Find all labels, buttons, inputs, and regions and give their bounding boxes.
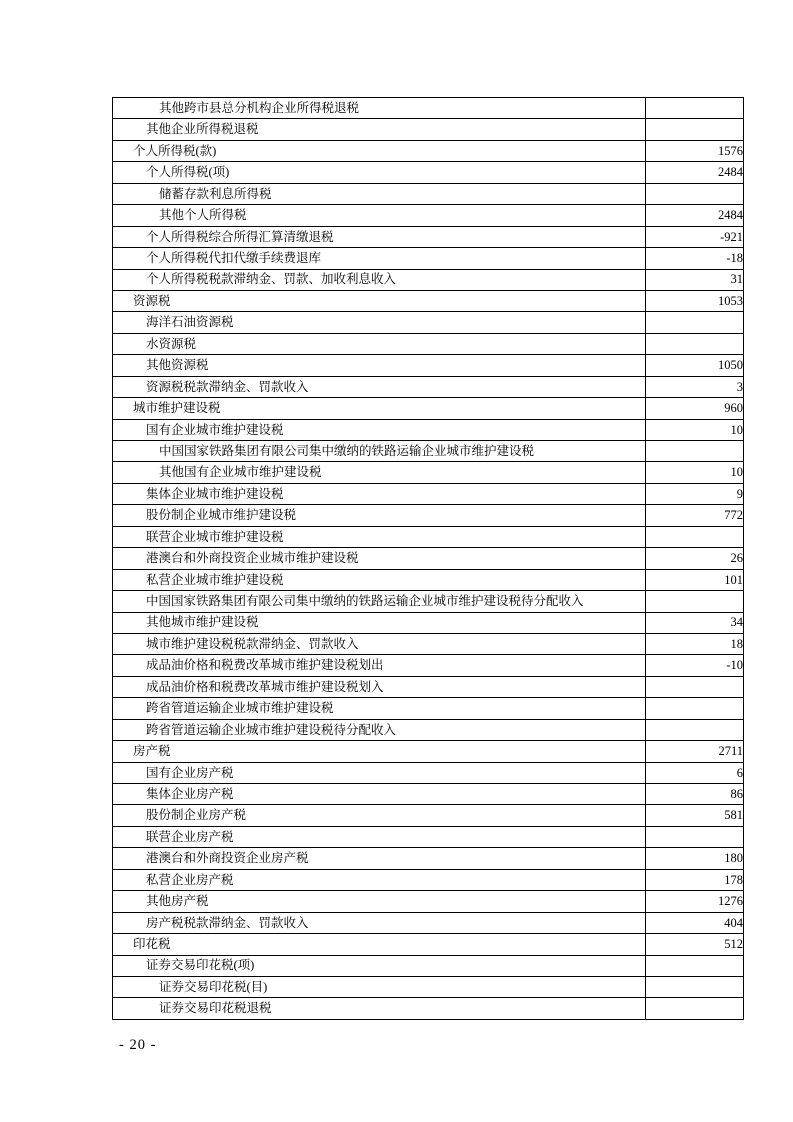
item-name-cell: 房产税: [113, 741, 646, 762]
amount-cell: 3: [646, 376, 744, 397]
amount-cell: 6: [646, 762, 744, 783]
table-row: [113, 698, 744, 719]
item-name-cell: 集体企业城市维护建设税: [113, 483, 646, 504]
table-row: [113, 591, 744, 612]
tax-revenue-table: [112, 97, 744, 1020]
amount-cell: [646, 333, 744, 354]
table-row: [113, 441, 744, 462]
table-row: [113, 741, 744, 762]
amount-cell: 10: [646, 462, 744, 483]
item-name-cell: 跨省管道运输企业城市维护建设税: [113, 698, 646, 719]
item-name-cell: 集体企业房产税: [113, 784, 646, 805]
page-number: - 20 -: [119, 1037, 157, 1053]
amount-cell: [646, 441, 744, 462]
table-row: [113, 762, 744, 783]
table-row: [113, 891, 744, 912]
table-row: [113, 633, 744, 654]
item-name-cell: 中国国家铁路集团有限公司集中缴纳的铁路运输企业城市维护建设税: [113, 441, 646, 462]
amount-cell: 2484: [646, 205, 744, 226]
amount-cell: 772: [646, 505, 744, 526]
table-row: [113, 376, 744, 397]
amount-cell: [646, 312, 744, 333]
amount-cell: 10: [646, 419, 744, 440]
table-row: [113, 398, 744, 419]
item-name-cell: 个人所得税(项): [113, 162, 646, 183]
item-name-cell: 其他资源税: [113, 355, 646, 376]
amount-cell: 180: [646, 848, 744, 869]
table-row: [113, 934, 744, 955]
table-row: [113, 848, 744, 869]
item-name-cell: 资源税税款滞纳金、罚款收入: [113, 376, 646, 397]
item-name-cell: 其他国有企业城市维护建设税: [113, 462, 646, 483]
table-row: [113, 676, 744, 697]
amount-cell: 512: [646, 934, 744, 955]
amount-cell: 960: [646, 398, 744, 419]
table-row: [113, 290, 744, 311]
amount-cell: 26: [646, 548, 744, 569]
table-row: [113, 655, 744, 676]
tax-revenue-table-body: [113, 98, 744, 1020]
amount-cell: 178: [646, 869, 744, 890]
amount-cell: -921: [646, 226, 744, 247]
amount-cell: 2484: [646, 162, 744, 183]
amount-cell: -10: [646, 655, 744, 676]
amount-cell: 9: [646, 483, 744, 504]
table-row: [113, 226, 744, 247]
item-name-cell: 联营企业城市维护建设税: [113, 526, 646, 547]
table-row: [113, 505, 744, 526]
table-row: [113, 462, 744, 483]
amount-cell: [646, 955, 744, 976]
table-row: [113, 548, 744, 569]
table-row: [113, 612, 744, 633]
amount-cell: 1576: [646, 140, 744, 161]
amount-cell: 404: [646, 912, 744, 933]
amount-cell: [646, 183, 744, 204]
item-name-cell: 港澳台和外商投资企业城市维护建设税: [113, 548, 646, 569]
table-row: [113, 483, 744, 504]
table-row: [113, 269, 744, 290]
item-name-cell: 证券交易印花税(目): [113, 976, 646, 997]
item-name-cell: 个人所得税综合所得汇算清缴退税: [113, 226, 646, 247]
amount-cell: [646, 98, 744, 119]
table-row: [113, 784, 744, 805]
item-name-cell: 股份制企业房产税: [113, 805, 646, 826]
item-name-cell: 证券交易印花税退税: [113, 998, 646, 1019]
item-name-cell: 水资源税: [113, 333, 646, 354]
item-name-cell: 国有企业房产税: [113, 762, 646, 783]
amount-cell: [646, 591, 744, 612]
amount-cell: 581: [646, 805, 744, 826]
item-name-cell: 成品油价格和税费改革城市维护建设税划出: [113, 655, 646, 676]
amount-cell: [646, 719, 744, 740]
item-name-cell: 其他城市维护建设税: [113, 612, 646, 633]
item-name-cell: 跨省管道运输企业城市维护建设税待分配收入: [113, 719, 646, 740]
amount-cell: 2711: [646, 741, 744, 762]
table-row: [113, 119, 744, 140]
amount-cell: [646, 119, 744, 140]
item-name-cell: 城市维护建设税: [113, 398, 646, 419]
item-name-cell: 其他个人所得税: [113, 205, 646, 226]
item-name-cell: 海洋石油资源税: [113, 312, 646, 333]
amount-cell: 1050: [646, 355, 744, 376]
item-name-cell: 成品油价格和税费改革城市维护建设税划入: [113, 676, 646, 697]
item-name-cell: 储蓄存款利息所得税: [113, 183, 646, 204]
item-name-cell: 私营企业城市维护建设税: [113, 569, 646, 590]
item-name-cell: 房产税税款滞纳金、罚款收入: [113, 912, 646, 933]
table-row: [113, 805, 744, 826]
table-row: [113, 183, 744, 204]
amount-cell: [646, 676, 744, 697]
amount-cell: 1053: [646, 290, 744, 311]
amount-cell: [646, 698, 744, 719]
amount-cell: 1276: [646, 891, 744, 912]
item-name-cell: 国有企业城市维护建设税: [113, 419, 646, 440]
item-name-cell: 资源税: [113, 290, 646, 311]
table-row: [113, 998, 744, 1019]
table-row: [113, 162, 744, 183]
amount-cell: -18: [646, 248, 744, 269]
item-name-cell: 印花税: [113, 934, 646, 955]
table-row: [113, 355, 744, 376]
table-row: [113, 248, 744, 269]
table-row: [113, 419, 744, 440]
table-row: [113, 869, 744, 890]
table-row: [113, 526, 744, 547]
amount-cell: [646, 998, 744, 1019]
table-row: [113, 955, 744, 976]
item-name-cell: 其他跨市县总分机构企业所得税退税: [113, 98, 646, 119]
amount-cell: [646, 976, 744, 997]
amount-cell: [646, 826, 744, 847]
table-row: [113, 826, 744, 847]
amount-cell: 86: [646, 784, 744, 805]
item-name-cell: 联营企业房产税: [113, 826, 646, 847]
item-name-cell: 个人所得税(款): [113, 140, 646, 161]
item-name-cell: 股份制企业城市维护建设税: [113, 505, 646, 526]
item-name-cell: 港澳台和外商投资企业房产税: [113, 848, 646, 869]
table-row: [113, 976, 744, 997]
item-name-cell: 城市维护建设税税款滞纳金、罚款收入: [113, 633, 646, 654]
item-name-cell: 个人所得税代扣代缴手续费退库: [113, 248, 646, 269]
amount-cell: 18: [646, 633, 744, 654]
item-name-cell: 私营企业房产税: [113, 869, 646, 890]
amount-cell: 101: [646, 569, 744, 590]
amount-cell: 31: [646, 269, 744, 290]
amount-cell: 34: [646, 612, 744, 633]
item-name-cell: 其他房产税: [113, 891, 646, 912]
table-row: [113, 912, 744, 933]
table-row: [113, 98, 744, 119]
item-name-cell: 中国国家铁路集团有限公司集中缴纳的铁路运输企业城市维护建设税待分配收入: [113, 591, 646, 612]
table-row: [113, 333, 744, 354]
table-row: [113, 312, 744, 333]
item-name-cell: 其他企业所得税退税: [113, 119, 646, 140]
item-name-cell: 证券交易印花税(项): [113, 955, 646, 976]
amount-cell: [646, 526, 744, 547]
table-row: [113, 205, 744, 226]
item-name-cell: 个人所得税税款滞纳金、罚款、加收利息收入: [113, 269, 646, 290]
table-row: [113, 140, 744, 161]
table-row: [113, 719, 744, 740]
table-row: [113, 569, 744, 590]
